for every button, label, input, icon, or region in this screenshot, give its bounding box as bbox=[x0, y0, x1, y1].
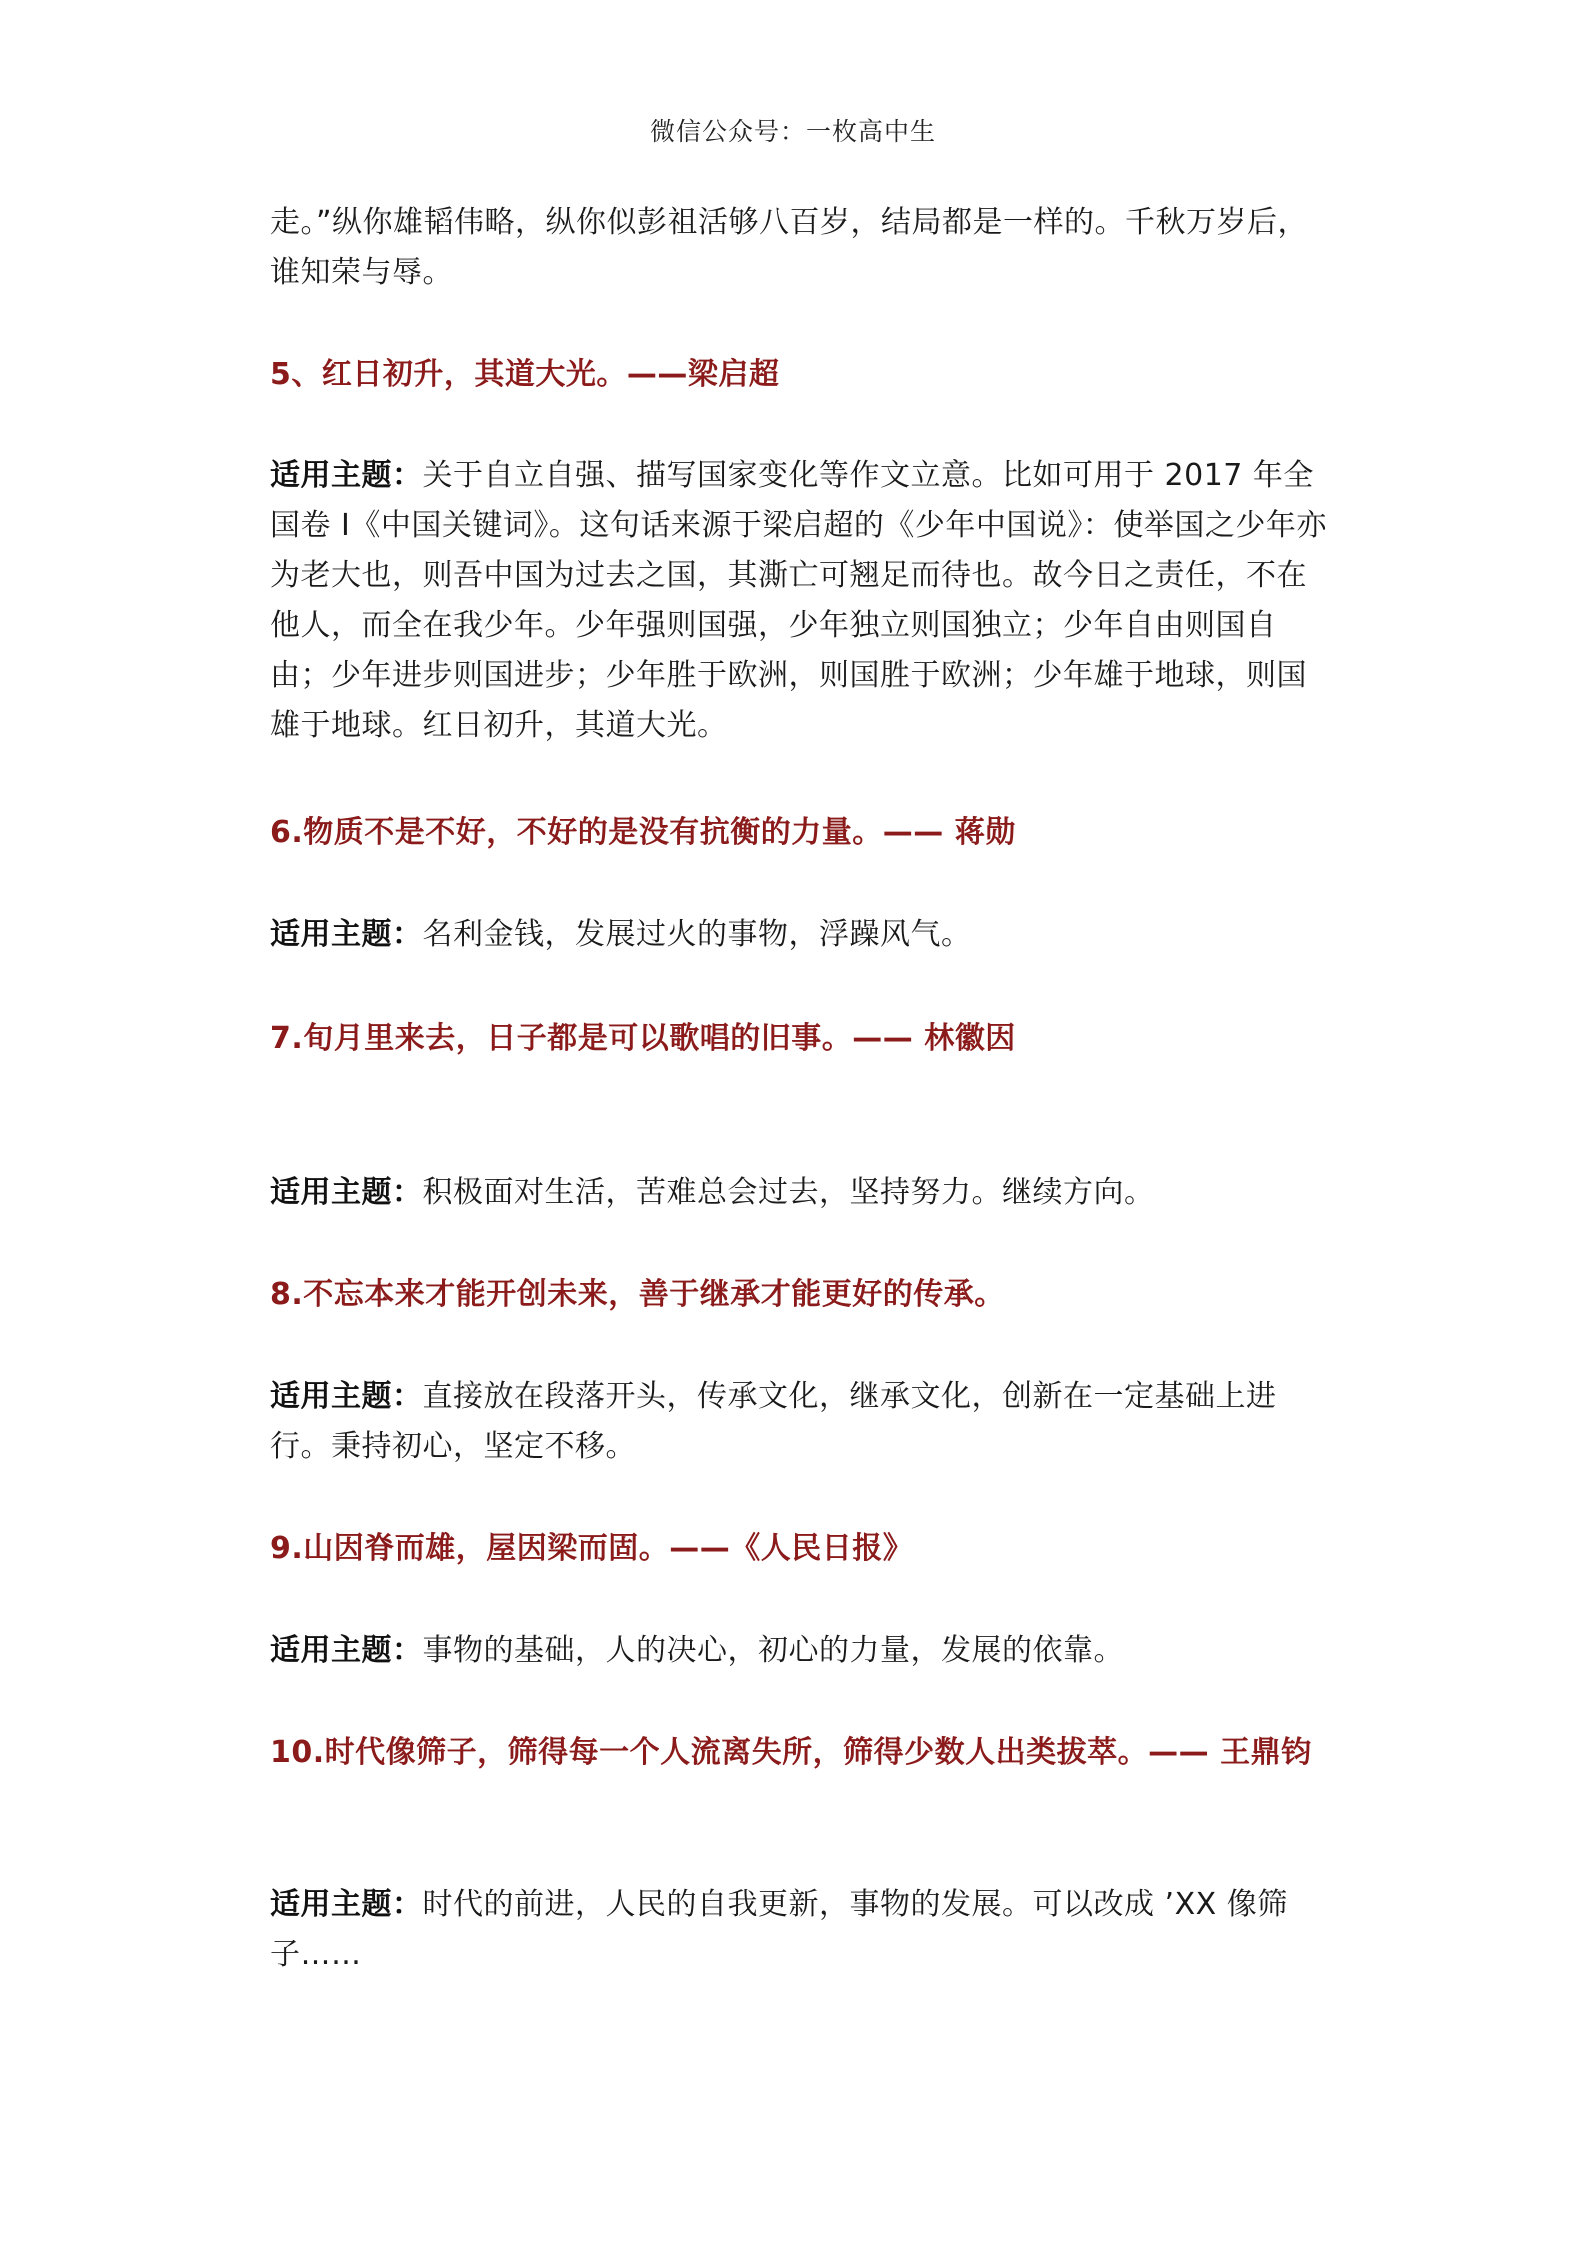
page-header: 微信公众号：一枚高中生 bbox=[649, 117, 936, 146]
theme-text: 时代的前进，人民的自我更新，事物的发展。可以改成 ’XX 像筛子…… bbox=[270, 1887, 1288, 1972]
theme-label: 适用主题： bbox=[270, 917, 423, 952]
quote-theme-8 bbox=[270, 1372, 1330, 1472]
theme-label: 适用主题： bbox=[270, 1379, 423, 1414]
quote-title-9: 9.山因脊而雄，屋因梁而固。——《人民日报》 bbox=[270, 1531, 914, 1566]
theme-label: 适用主题： bbox=[270, 1175, 423, 1210]
theme-text: 积极面对生活，苦难总会过去，坚持努力。继续方向。 bbox=[422, 1175, 1155, 1210]
quote-theme-5 bbox=[270, 451, 1330, 751]
quote-title-5: 5、红日初升，其道大光。——梁启超 bbox=[270, 357, 780, 392]
theme-text: 关于自立自强、描写国家变化等作文立意。比如可用于 2017 年全国卷 I《中国关键词》。这句话来源于梁启超的《少年中国说》：使举国之少年亦为老大也，则吾中国为过去之国，其澌亡可翘足而待也。故今日之责任，不在他人，而全在我少年。少年强则国强，少年独立则国独立；少年自由则国自由；少年进步则国进步；少年胜于欧洲，则国胜于欧洲；少年雄于地球，则国雄于地球。红日初升，其道大光。 bbox=[270, 458, 1327, 743]
quote-title-10: 10.时代像筛子，筛得每一个人流离失所，筛得少数人出类拔萃。—— 王鼎钧 bbox=[270, 1735, 1312, 1770]
theme-label: 适用主题： bbox=[270, 458, 423, 493]
theme-text: 事物的基础，人的决心，初心的力量，发展的依靠。 bbox=[422, 1633, 1124, 1668]
theme-text: 名利金钱，发展过火的事物，浮躁风气。 bbox=[422, 917, 972, 952]
theme-text: 直接放在段落开头，传承文化，继承文化，创新在一定基础上进行。秉持初心，坚定不移。 bbox=[270, 1379, 1277, 1464]
quote-title-6: 6.物质不是不好，不好的是没有抗衡的力量。—— 蒋勋 bbox=[270, 815, 1016, 850]
quote-theme-7 bbox=[270, 1168, 1330, 1218]
quote-theme-10 bbox=[270, 1880, 1330, 1980]
theme-label: 适用主题： bbox=[270, 1887, 423, 1922]
quote-theme-6 bbox=[270, 910, 1330, 960]
quote-title-7: 7.旬月里来去，日子都是可以歌唱的旧事。—— 林徽因 bbox=[270, 1021, 1016, 1056]
intro-paragraph: 走。”纵你雄韬伟略，纵你似彭祖活够八百岁，结局都是一样的。千秋万岁后，谁知荣与辱。 bbox=[270, 205, 1309, 290]
theme-label: 适用主题： bbox=[270, 1633, 423, 1668]
quote-theme-9 bbox=[270, 1626, 1330, 1676]
quote-title-8: 8.不忘本来才能开创未来，善于继承才能更好的传承。 bbox=[270, 1277, 1005, 1312]
